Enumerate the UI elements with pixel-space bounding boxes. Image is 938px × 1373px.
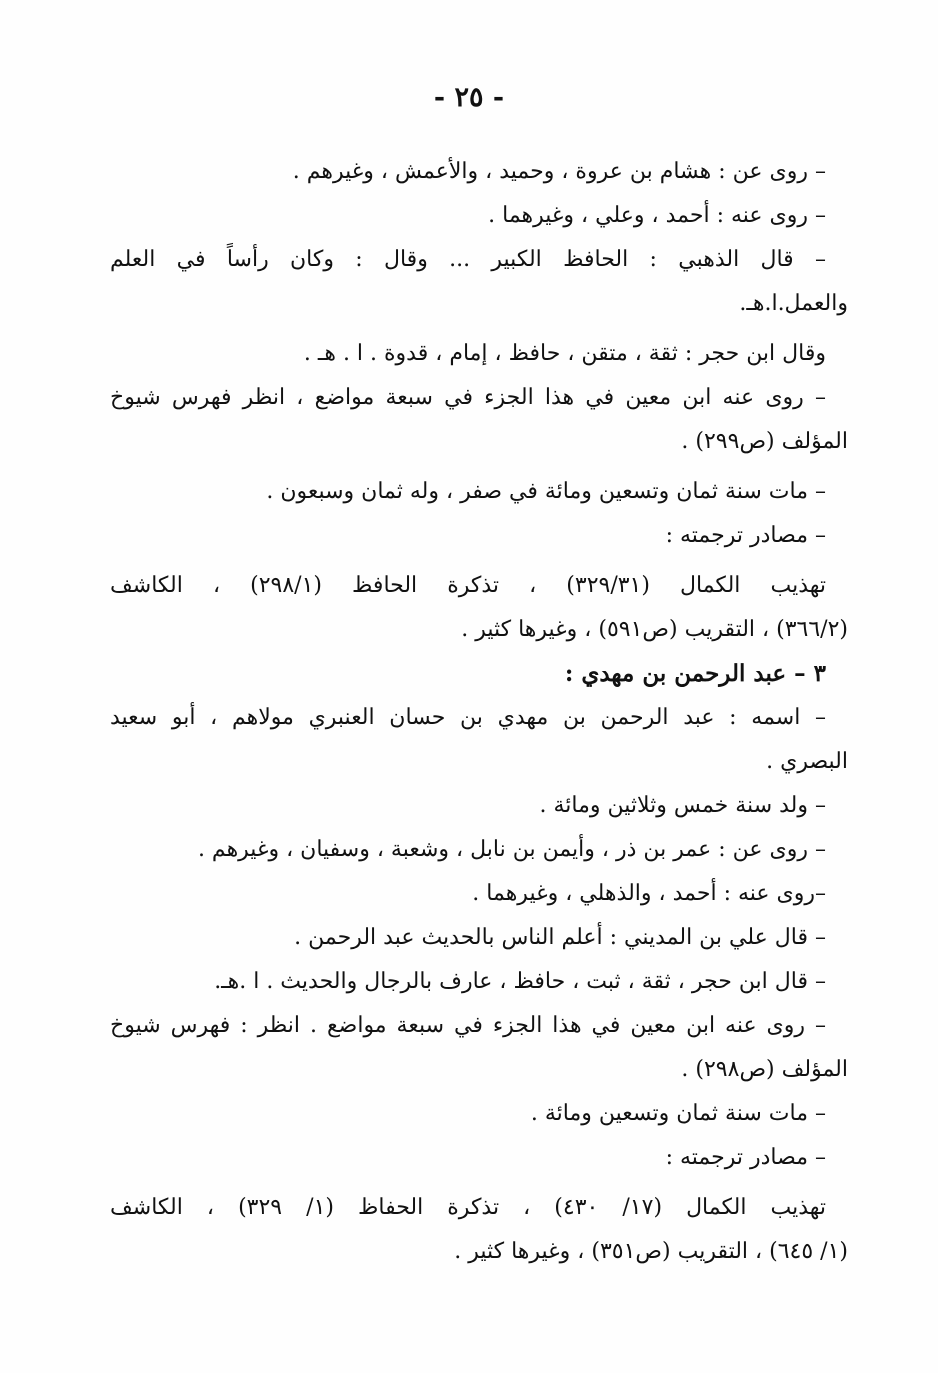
- text-line: – قال ابن حجر ، ثقة ، ثبت ، حافظ ، عارف بالرجال والحديث . ا .هـ.: [214, 969, 826, 994]
- text-line: – مات سنة ثمان وتسعين ومائة .: [530, 1101, 826, 1126]
- text-line: المؤلف (ص٢٩٨) .: [681, 1057, 848, 1082]
- text-line: – روى عن : هشام بن عروة ، وحميد ، والأعمش ، وغيرهم .: [292, 159, 826, 184]
- text-line: – روى عنه ابن معين في هذا الجزء في سبعة مواضع ، انظر فهرس شيوخ: [110, 385, 826, 410]
- section-heading: ٣ – عبد الرحمن بن مهدي :: [564, 660, 826, 687]
- text-line: – قال علي بن المديني : أعلم الناس بالحديث عبد الرحمن .: [294, 925, 826, 950]
- text-line: (١/ ٦٤٥) ، التقريب (ص٣٥١) ، وغيرها كثير .: [454, 1239, 848, 1264]
- text-line: (٣٦٦/٢) ، التقريب (ص٥٩١) ، وغيرها كثير .: [461, 617, 848, 642]
- page-number: - ٢٥ -: [433, 82, 505, 113]
- text-line: – مات سنة ثمان وتسعين ومائة في صفر ، وله ثمان وسبعون .: [266, 479, 826, 504]
- text-line: – مصادر ترجمته :: [665, 523, 826, 548]
- text-line: – روى عنه ابن معين في هذا الجزء في سبعة مواضع . انظر : فهرس شيوخ: [110, 1013, 826, 1038]
- text-line: المؤلف (ص٢٩٩) .: [681, 429, 848, 454]
- text-line: البصري .: [766, 749, 848, 774]
- text-line: وقال ابن حجر : ثقة ، متقن ، حافظ ، إمام ، قدوة . ا . هـ .: [303, 341, 826, 366]
- text-line: – روى عن : عمر بن ذر ، وأيمن بن نابل ، وشعبة ، وسفيان ، وغيرهم .: [197, 837, 826, 862]
- text-line: تهذيب الكمال (١٧/ ٤٣٠) ، تذكرة الحفاظ (١/ ٣٢٩) ، الكاشف: [110, 1195, 827, 1220]
- page-body: [110, 150, 848, 1274]
- text-line: –روى عنه : أحمد ، والذهلي ، وغيرهما .: [472, 881, 826, 906]
- text-line: – ولد سنة خمس وثلاثين ومائة .: [539, 793, 826, 818]
- text-line: – اسمه : عبد الرحمن بن مهدي بن حسان العنبري مولاهم ، أبو سعيد: [110, 705, 826, 730]
- text-line: والعمل.ا.هـ.: [739, 291, 848, 316]
- text-line: تهذيب الكمال (٣٢٩/٣١) ، تذكرة الحافظ (٢٩٨/١) ، الكاشف: [110, 573, 827, 598]
- text-line: – قال الذهبي : الحافظ الكبير ... وقال : وكان رأساً في العلم: [110, 247, 826, 272]
- text-line: – روى عنه : أحمد ، وعلي ، وغيرهما .: [488, 203, 826, 228]
- text-line: – مصادر ترجمته :: [665, 1145, 826, 1170]
